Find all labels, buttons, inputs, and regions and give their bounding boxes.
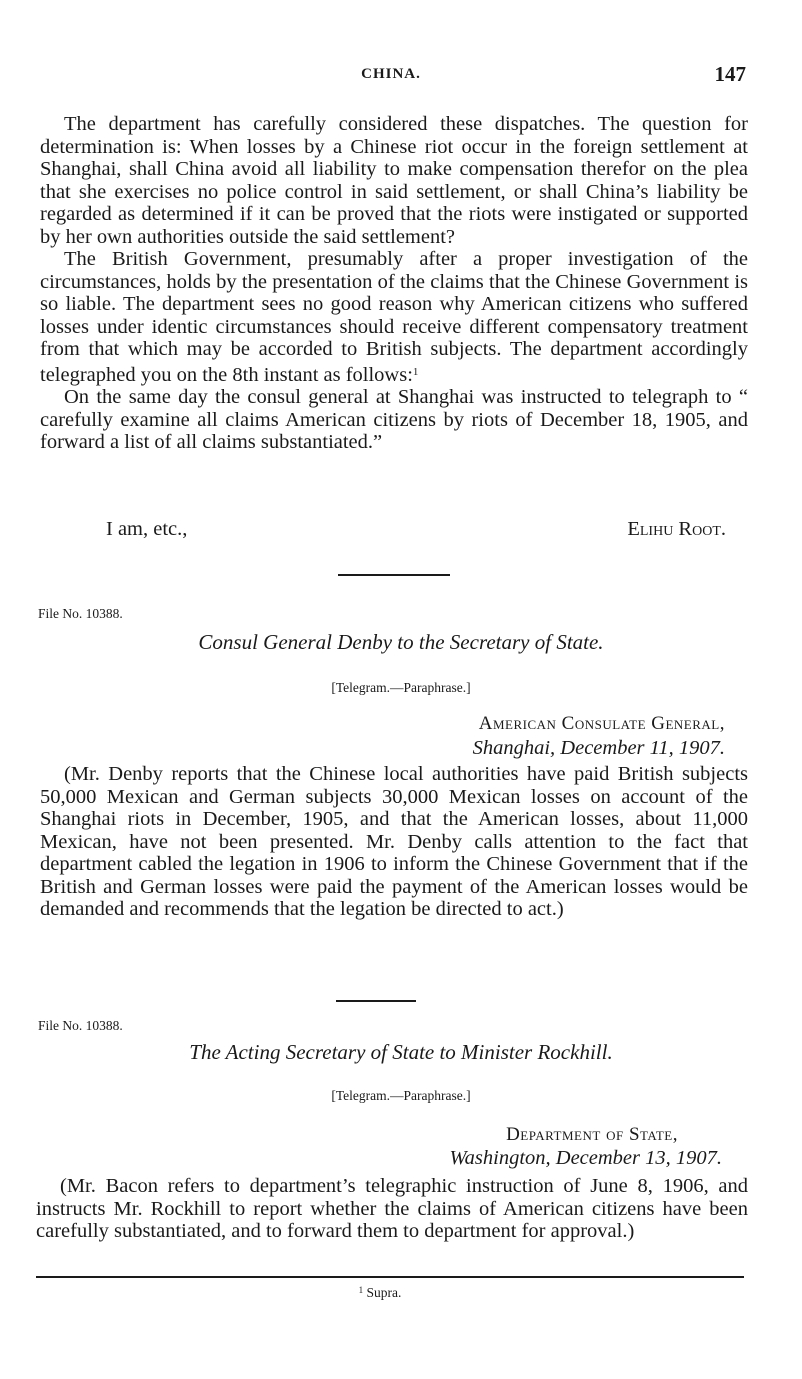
sender-place-2: Department of State,: [506, 1124, 678, 1145]
document-1-paragraph: (Mr. Denby reports that the Chinese local authorities have paid British subjects 50,000 Mexican and German subjects 30,000 Mexican losses on account of the Shanghai riots in December, 1905, and that the American losses, about 11,000 Mexican, have not been presented. Mr. Denby calls attention to the fact that department cabled the legation in 1906 to inform the Chinese Government that if the British and German losses were paid the payment of the American losses would be demanded and recommends that the legation be directed to act.): [40, 763, 748, 920]
footnote-rule: [36, 1276, 744, 1278]
section-divider-2: [336, 1000, 416, 1002]
document-date: Shanghai, December 11, 1907.: [472, 737, 725, 759]
page-number: 147: [714, 62, 746, 86]
letter-paragraph-2-text: The British Government, presumably after a proper investigation of the circumstances, holds by the presentation of the claims that the Chinese Government is so liable. The department sees no good reason why American citizens who suffered losses under identic circumstances should receive different compensatory treatment from that which may be accorded to British subjects. The department accordingly telegraphed you on the 8th instant as follows:: [40, 248, 748, 386]
footnote-marker: 1: [358, 1285, 364, 1295]
footnote-text: Supra.: [366, 1285, 402, 1300]
footnote: [0, 1285, 760, 1301]
section-divider: [338, 574, 450, 576]
document-heading-2: The Acting Secretary of State to Minister Rockhill.: [189, 1040, 613, 1064]
sender-place: American Consulate General,: [478, 713, 725, 734]
document-2-paragraph: (Mr. Bacon refers to department’s telegraphic instruction of June 8, 1906, and instructs Mr. Rockhill to report whether the claims of American citizens have been carefully substantiated, and to forward them to department for approval.): [36, 1175, 748, 1242]
telegram-note-2: [Telegram.—Paraphrase.]: [331, 1088, 471, 1103]
file-number-2: File No. 10388.: [38, 1018, 123, 1033]
document-date-2: Washington, December 13, 1907.: [449, 1147, 722, 1169]
file-number: File No. 10388.: [38, 606, 123, 621]
closing-salutation: I am, etc.,: [106, 518, 188, 540]
running-head-title: CHINA.: [361, 66, 421, 82]
document-1-body: [40, 763, 748, 921]
document-2-body: [36, 1175, 748, 1243]
footnote-reference: 1: [412, 365, 419, 378]
telegram-note: [Telegram.—Paraphrase.]: [331, 680, 471, 695]
letter-paragraph-3: On the same day the consul general at Shanghai was instructed to telegraph to “ carefully examine all claims American citizens by riots of December 18, 1905, and forward a list of all claims substantiated.”: [40, 386, 748, 453]
running-head: [36, 62, 746, 92]
letter-paragraph-1: The department has carefully considered these dispatches. The question for determination is: When losses by a Chinese riot occur in the foreign settlement at Shanghai, shall China avoid all liability to make compensation therefor on the plea that she exercises no police control in said settlement, or shall China’s liability be regarded as determined if it can be proved that the riots were instigated or supported by her own authorities outside the said settlement?: [40, 113, 748, 248]
letter-body: [40, 113, 748, 454]
signature: Elihu Root.: [627, 518, 726, 540]
document-heading: Consul General Denby to the Secretary of State.: [198, 630, 604, 654]
letter-paragraph-2: [40, 248, 748, 386]
